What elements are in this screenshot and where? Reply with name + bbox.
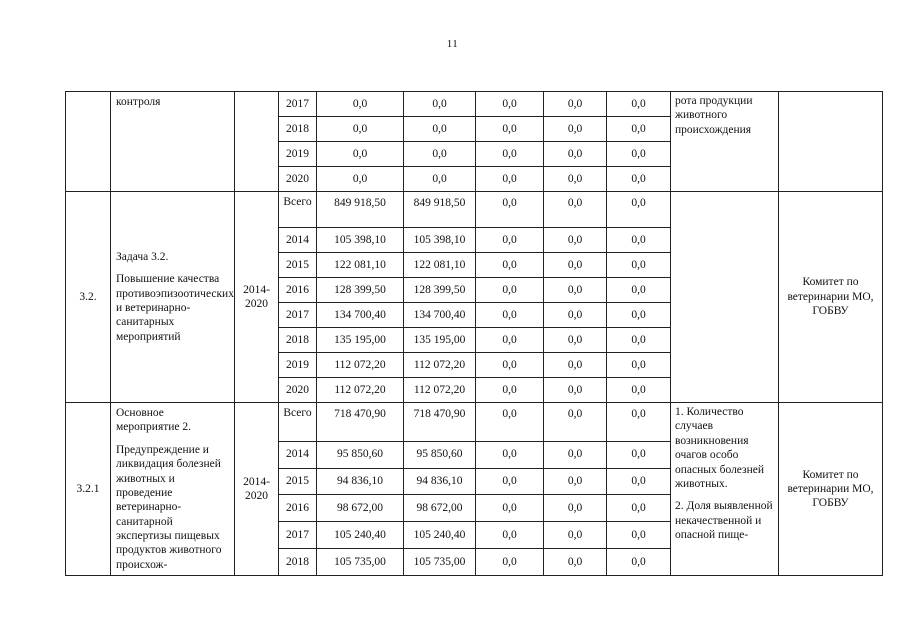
value-cell: 0,0	[544, 522, 607, 549]
value-cell: 849 918,50	[317, 192, 404, 228]
value-cell: 0,0	[476, 441, 544, 468]
year-cell: 2017	[279, 303, 317, 328]
value-cell: 0,0	[607, 353, 671, 378]
value-cell: 0,0	[544, 441, 607, 468]
table-row	[66, 192, 883, 228]
table-row	[66, 403, 883, 442]
year-cell: 2016	[279, 278, 317, 303]
year-cell: 2018	[279, 117, 317, 142]
year-cell: 2019	[279, 142, 317, 167]
value-cell: 0,0	[607, 192, 671, 228]
value-cell: 0,0	[404, 92, 476, 117]
value-cell: 0,0	[607, 278, 671, 303]
responsible-cell: Комитет по ветеринарии МО, ГОБВУ	[779, 403, 883, 576]
value-cell: 0,0	[544, 167, 607, 192]
value-cell: 0,0	[544, 303, 607, 328]
period-cell: 2014-2020	[235, 192, 279, 403]
indicator-cell	[671, 192, 779, 403]
value-cell: 98 672,00	[317, 495, 404, 522]
page-number: 11	[446, 38, 459, 50]
year-cell: 2020	[279, 167, 317, 192]
year-cell: 2015	[279, 253, 317, 278]
row-number-cell	[66, 92, 111, 192]
value-cell: 128 399,50	[317, 278, 404, 303]
value-cell: 0,0	[607, 468, 671, 495]
activity-description: Повышение качества противоэпизоотических и ветеринарно-санитарных мероприятий	[116, 273, 234, 343]
activity-description: Предупреждение и ликвидация болезней животных и проведение ветеринарно-санитарной экспертизы пищевых продуктов животного происхож-	[116, 443, 222, 571]
responsible-cell	[779, 92, 883, 192]
value-cell: 0,0	[607, 253, 671, 278]
value-cell: 134 700,40	[317, 303, 404, 328]
responsible-cell: Комитет по ветеринарии МО, ГОБВУ	[779, 192, 883, 403]
value-cell: 0,0	[404, 142, 476, 167]
value-cell: 95 850,60	[404, 441, 476, 468]
value-cell: 128 399,50	[404, 278, 476, 303]
value-cell: 0,0	[404, 117, 476, 142]
activity-name-cell	[111, 192, 235, 403]
value-cell: 0,0	[317, 117, 404, 142]
value-cell: 849 918,50	[404, 192, 476, 228]
year-cell: 2018	[279, 549, 317, 576]
value-cell: 0,0	[544, 468, 607, 495]
activity-title: Задача 3.2.	[116, 250, 169, 263]
value-cell: 0,0	[607, 549, 671, 576]
value-cell: 0,0	[544, 328, 607, 353]
value-cell: 0,0	[476, 92, 544, 117]
year-cell: 2017	[279, 522, 317, 549]
year-cell: 2020	[279, 378, 317, 403]
value-cell: 0,0	[476, 192, 544, 228]
value-cell: 0,0	[607, 328, 671, 353]
value-cell: 0,0	[544, 192, 607, 228]
value-cell: 105 398,10	[404, 228, 476, 253]
value-cell: 0,0	[544, 117, 607, 142]
value-cell: 112 072,20	[404, 353, 476, 378]
year-cell: 2019	[279, 353, 317, 378]
value-cell: 0,0	[476, 142, 544, 167]
value-cell: 0,0	[476, 117, 544, 142]
value-cell: 0,0	[544, 353, 607, 378]
value-cell: 105 735,00	[404, 549, 476, 576]
value-cell: 0,0	[476, 403, 544, 442]
value-cell: 94 836,10	[404, 468, 476, 495]
value-cell: 718 470,90	[317, 403, 404, 442]
value-cell: 0,0	[476, 468, 544, 495]
value-cell: 0,0	[476, 253, 544, 278]
value-cell: 0,0	[317, 142, 404, 167]
value-cell: 122 081,10	[404, 253, 476, 278]
indicator-text-1: 1. Количество случаев возникновения очагов особо опасных болезней животных.	[675, 406, 765, 490]
value-cell: 105 735,00	[317, 549, 404, 576]
value-cell: 0,0	[317, 167, 404, 192]
value-cell: 0,0	[544, 92, 607, 117]
value-cell: 95 850,60	[317, 441, 404, 468]
value-cell: 0,0	[476, 278, 544, 303]
table-row	[66, 92, 883, 117]
value-cell: 135 195,00	[317, 328, 404, 353]
value-cell: 0,0	[476, 495, 544, 522]
value-cell: 0,0	[607, 92, 671, 117]
row-number-cell: 3.2.	[66, 192, 111, 403]
value-cell: 0,0	[607, 495, 671, 522]
value-cell: 0,0	[476, 522, 544, 549]
value-cell: 0,0	[544, 142, 607, 167]
value-cell: 0,0	[544, 495, 607, 522]
value-cell: 0,0	[476, 228, 544, 253]
year-cell: 2014	[279, 441, 317, 468]
activity-name-cell	[111, 92, 235, 192]
value-cell: 0,0	[607, 303, 671, 328]
value-cell: 122 081,10	[317, 253, 404, 278]
value-cell: 134 700,40	[404, 303, 476, 328]
value-cell: 112 072,20	[317, 353, 404, 378]
value-cell: 0,0	[607, 522, 671, 549]
value-cell: 0,0	[544, 278, 607, 303]
value-cell: 0,0	[476, 167, 544, 192]
value-cell: 0,0	[544, 403, 607, 442]
value-cell: 105 398,10	[317, 228, 404, 253]
value-cell: 0,0	[607, 441, 671, 468]
value-cell: 0,0	[607, 403, 671, 442]
period-cell	[235, 92, 279, 192]
value-cell: 112 072,20	[317, 378, 404, 403]
value-cell: 0,0	[607, 167, 671, 192]
value-cell: 0,0	[607, 228, 671, 253]
indicator-text-2: 2. Доля выявленной некачественной и опасной пище-	[675, 500, 773, 541]
year-cell: 2017	[279, 92, 317, 117]
value-cell: 0,0	[607, 142, 671, 167]
value-cell: 98 672,00	[404, 495, 476, 522]
value-cell: 0,0	[476, 378, 544, 403]
value-cell: 0,0	[607, 117, 671, 142]
value-cell: 0,0	[544, 228, 607, 253]
value-cell: 0,0	[544, 253, 607, 278]
year-cell: Всего	[279, 403, 317, 442]
indicator-cell	[671, 403, 779, 576]
value-cell: 0,0	[476, 353, 544, 378]
row-number-cell: 3.2.1	[66, 403, 111, 576]
value-cell: 0,0	[404, 167, 476, 192]
value-cell: 718 470,90	[404, 403, 476, 442]
value-cell: 105 240,40	[404, 522, 476, 549]
activity-name: контроля	[116, 96, 161, 108]
year-cell: Всего	[279, 192, 317, 228]
year-cell: 2015	[279, 468, 317, 495]
activity-title: Основное мероприятие 2.	[116, 407, 192, 434]
value-cell: 0,0	[607, 378, 671, 403]
value-cell: 0,0	[476, 549, 544, 576]
value-cell: 0,0	[544, 378, 607, 403]
value-cell: 94 836,10	[317, 468, 404, 495]
value-cell: 135 195,00	[404, 328, 476, 353]
value-cell: 0,0	[476, 303, 544, 328]
year-cell: 2018	[279, 328, 317, 353]
budget-table	[65, 91, 883, 576]
value-cell: 112 072,20	[404, 378, 476, 403]
value-cell: 0,0	[544, 549, 607, 576]
value-cell: 105 240,40	[317, 522, 404, 549]
value-cell: 0,0	[317, 92, 404, 117]
indicator-cell	[671, 92, 779, 192]
value-cell: 0,0	[476, 328, 544, 353]
year-cell: 2016	[279, 495, 317, 522]
indicator-text: рота продукции животного происхождения	[675, 95, 753, 136]
period-cell: 2014-2020	[235, 403, 279, 576]
year-cell: 2014	[279, 228, 317, 253]
activity-name-cell	[111, 403, 235, 576]
